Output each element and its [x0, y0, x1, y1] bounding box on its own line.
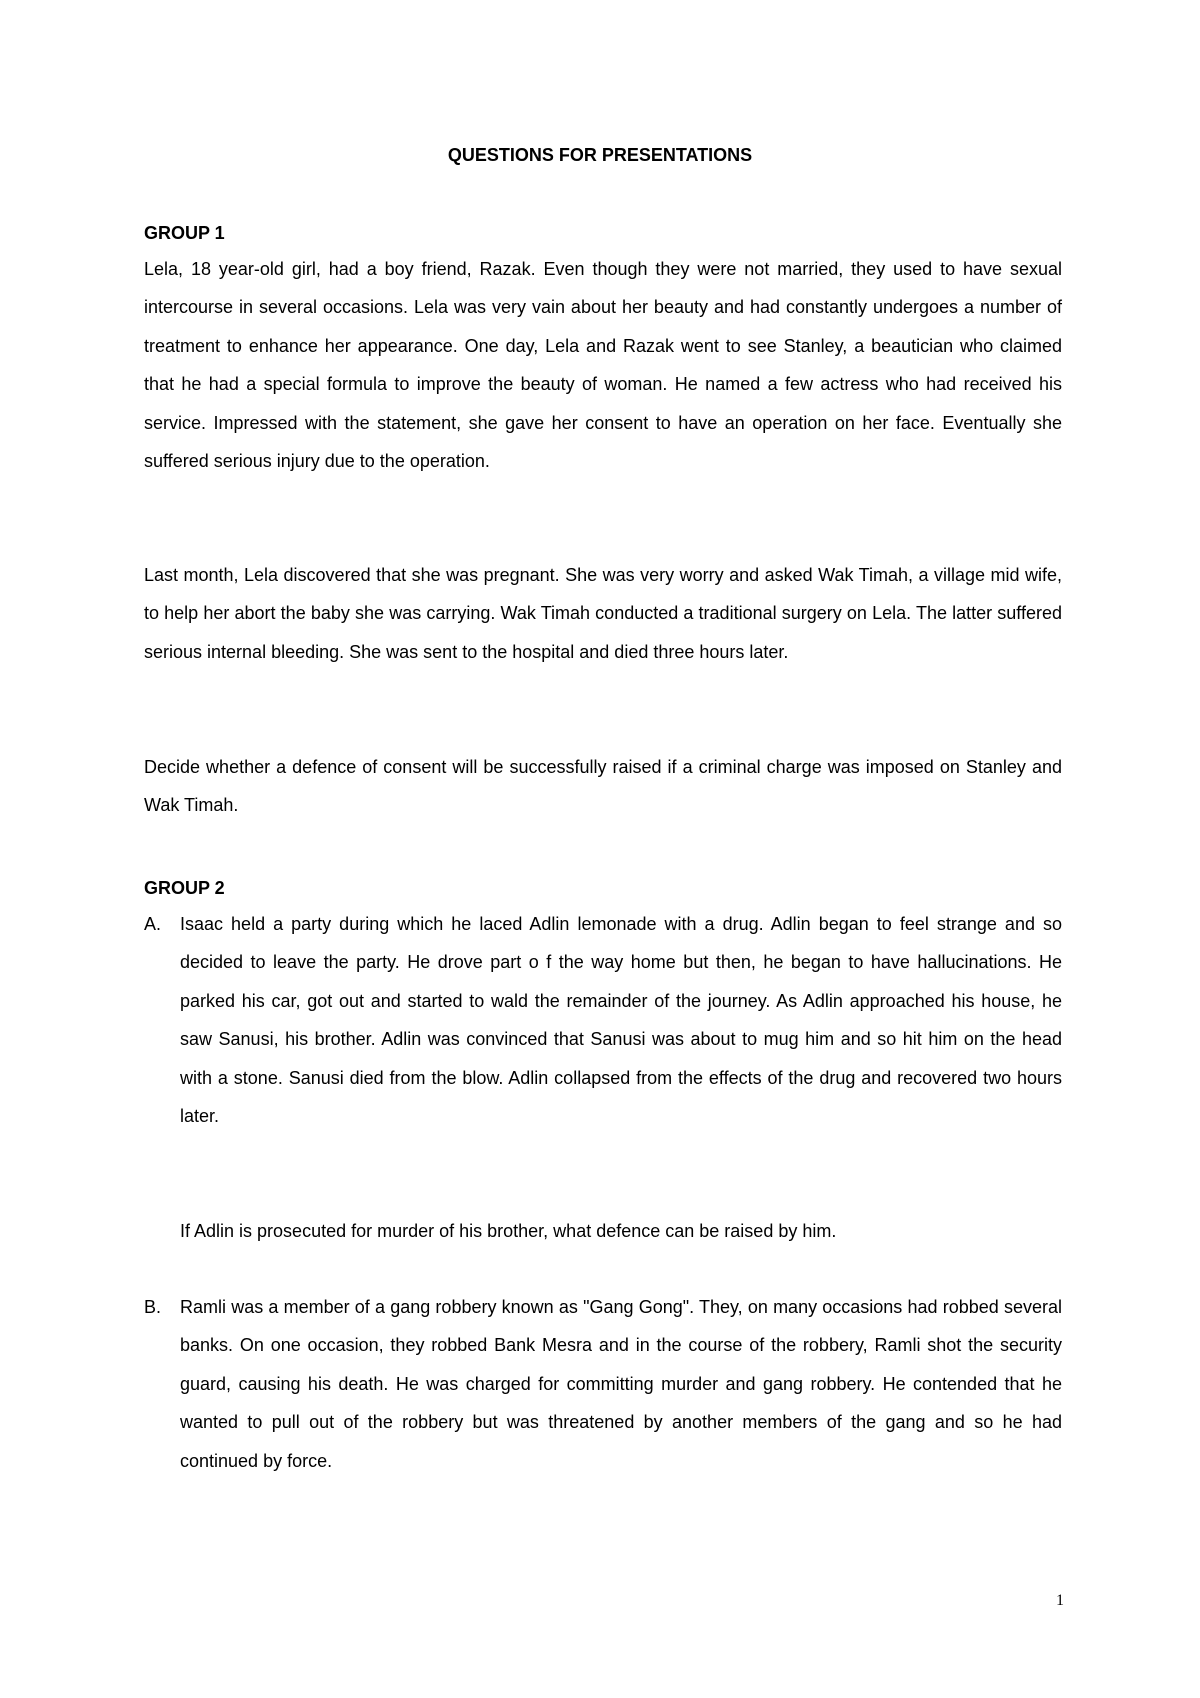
item-b-text: Ramli was a member of a gang robbery known as "Gang Gong". They, on many occasions had robbed several banks. On one occasion, they robbed Bank Mesra and in the course of the robbery, Ramli shot the security guard, causing his death. He was charged for committing murder and gang robbery. He contended that he wanted to pull out of the robbery but was threatened by another members of the gang and so he had continued by force.: [180, 1297, 1062, 1471]
group-1-heading: GROUP 1: [144, 223, 225, 243]
group-2-item-a: [144, 905, 1062, 1135]
group-2-item-a-question: If Adlin is prosecuted for murder of his brother, what defence can be raised by him.: [180, 1221, 837, 1241]
group-2-heading: GROUP 2: [144, 878, 225, 898]
item-a-text: Isaac held a party during which he laced Adlin lemonade with a drug. Adlin began to feel strange and so decided to leave the party. He drove part o f the way home but then, he began to have hallucinations. He parked his car, got out and started to wald the remainder of the journey. As Adlin approached his house, he saw Sanusi, his brother. Adlin was convinced that Sanusi was about to mug him and so hit him on the head with a stone. Sanusi died from the blow. Adlin collapsed from the effects of the drug and recovered two hours later.: [180, 914, 1062, 1127]
group-1-paragraph-2: Last month, Lela discovered that she was pregnant. She was very worry and asked Wak Timah, a village mid wife, to help her abort the baby she was carrying. Wak Timah conducted a traditional surgery on Lela. The latter suffered serious internal bleeding. She was sent to the hospital and died three hours later.: [144, 565, 1062, 662]
page-number: 1: [1056, 1592, 1064, 1609]
group-2-item-b: [144, 1288, 1062, 1480]
page-title: QUESTIONS FOR PRESENTATIONS: [447, 145, 753, 165]
item-b-marker: B.: [144, 1297, 162, 1317]
group-1-paragraph-1: Lela, 18 year-old girl, had a boy friend, Razak. Even though they were not married, they used to have sexual intercourse in several occasions. Lela was very vain about her beauty and had constantly undergoes a number of treatment to enhance her appearance. One day, Lela and Razak went to see Stanley, a beautician who claimed that he had a special formula to improve the beauty of woman. He named a few actress who had received his service. Impressed with the statement, she gave her consent to have an operation on her face. Eventually she suffered serious injury due to the operation.: [144, 259, 1062, 472]
group-1-paragraph-3: Decide whether a defence of consent will be successfully raised if a criminal charge was imposed on Stanley and Wak Timah.: [144, 757, 1062, 816]
item-a-marker: A.: [144, 914, 162, 934]
